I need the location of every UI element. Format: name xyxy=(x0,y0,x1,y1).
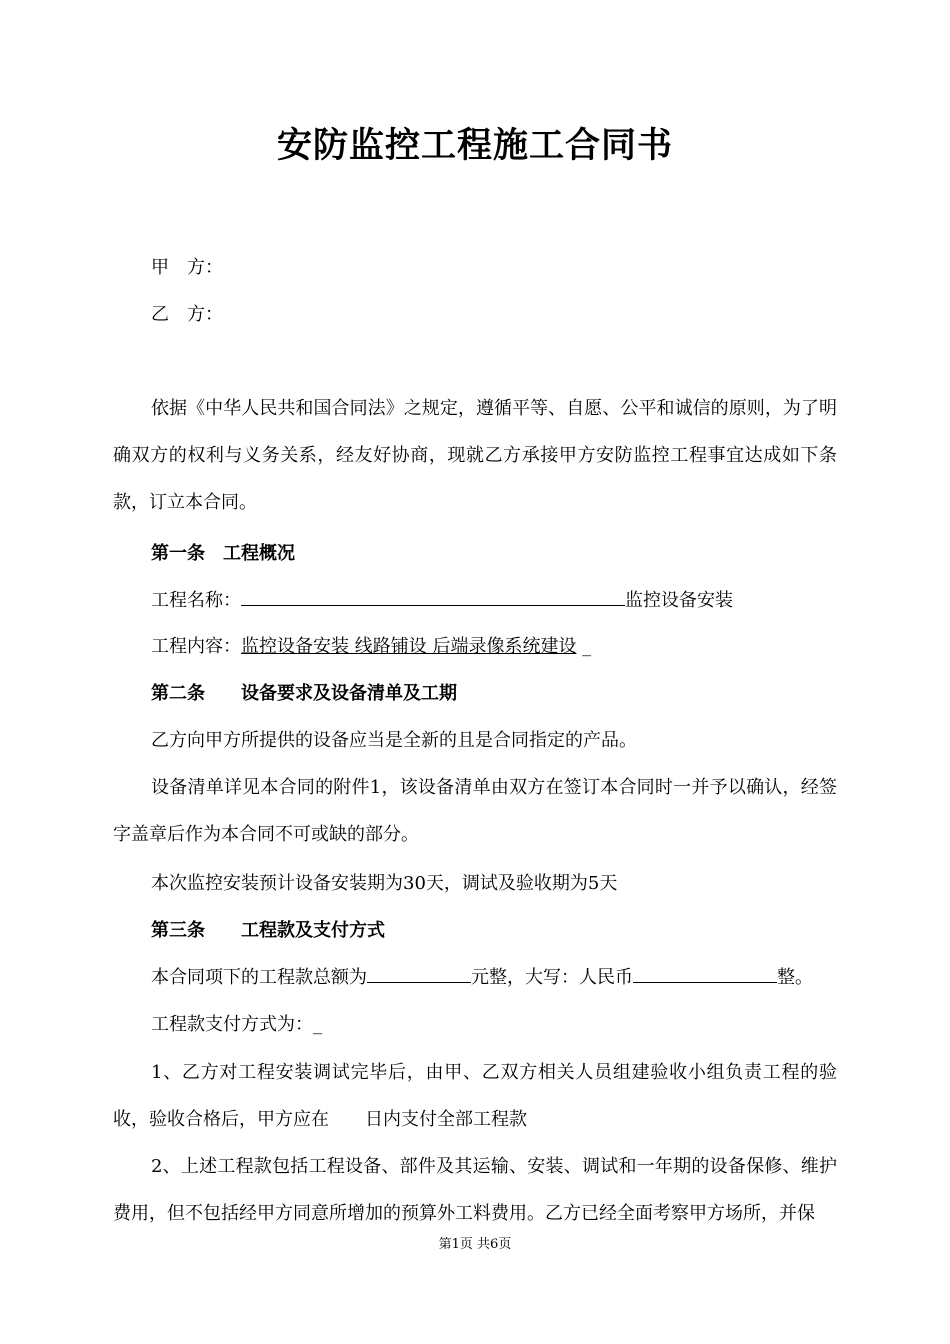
payment-method-label: 工程款支付方式为：_ xyxy=(151,1014,322,1035)
project-content-tail: _ xyxy=(576,636,592,657)
project-content-label: 工程内容： xyxy=(151,636,241,657)
article2-heading: 第二条 设备要求及设备清单及工期 xyxy=(151,683,457,704)
amount-capital-label: 元整，大写：人民币 xyxy=(471,967,633,988)
amount-line xyxy=(113,954,837,1001)
document-title: 安防监控工程施工合同书 xyxy=(276,125,673,166)
project-name-blank xyxy=(241,587,625,606)
project-name-label: 工程名称： xyxy=(151,590,241,611)
party-a: 甲 方： xyxy=(151,257,223,278)
amount-label: 本合同项下的工程款总额为 xyxy=(151,967,367,988)
article3-heading: 第三条 工程款及支付方式 xyxy=(151,920,385,941)
project-name-line xyxy=(113,577,837,624)
project-content-value: 监控设备安装 线路铺设 后端录像系统建设 xyxy=(241,636,577,657)
payment-item-1: 1、乙方对工程安装调试完毕后，由甲、乙双方相关人员组建验收小组负责工程的验收，验收合格后，甲方应在 日内支付全部工程款 xyxy=(113,1062,837,1130)
page-footer: 第1页 共6页 xyxy=(438,1237,512,1252)
article2-paragraph-1: 乙方向甲方所提供的设备应当是全新的且是合同指定的产品。 xyxy=(151,730,637,751)
intro-paragraph: 依据《中华人民共和国合同法》之规定，遵循平等、自愿、公平和诚信的原则，为了明确双方的权利与义务关系，经友好协商，现就乙方承接甲方安防监控工程事宜达成如下条款，订立本合同。 xyxy=(113,398,837,513)
amount-blank xyxy=(367,964,471,983)
payment-item-2: 2、上述工程款包括工程设备、部件及其运输、安装、调试和一年期的设备保修、维护费用，但不包括经甲方同意所增加的预算外工料费用。乙方已经全面考察甲方场所，并保 xyxy=(113,1156,837,1224)
article1-heading: 第一条 工程概况 xyxy=(151,543,295,564)
party-b: 乙 方： xyxy=(151,304,223,325)
amount-capital-blank xyxy=(633,964,777,983)
article2-paragraph-2: 设备清单详见本合同的附件1，该设备清单由双方在签订本合同时一并予以确认，经签字盖章后作为本合同不可或缺的部分。 xyxy=(113,777,837,845)
amount-suffix: 整。 xyxy=(777,967,813,988)
project-content-line xyxy=(113,623,837,670)
article2-paragraph-3: 本次监控安装预计设备安装期为30天，调试及验收期为5天 xyxy=(151,873,618,894)
project-name-value: 监控设备安装 xyxy=(625,590,733,611)
